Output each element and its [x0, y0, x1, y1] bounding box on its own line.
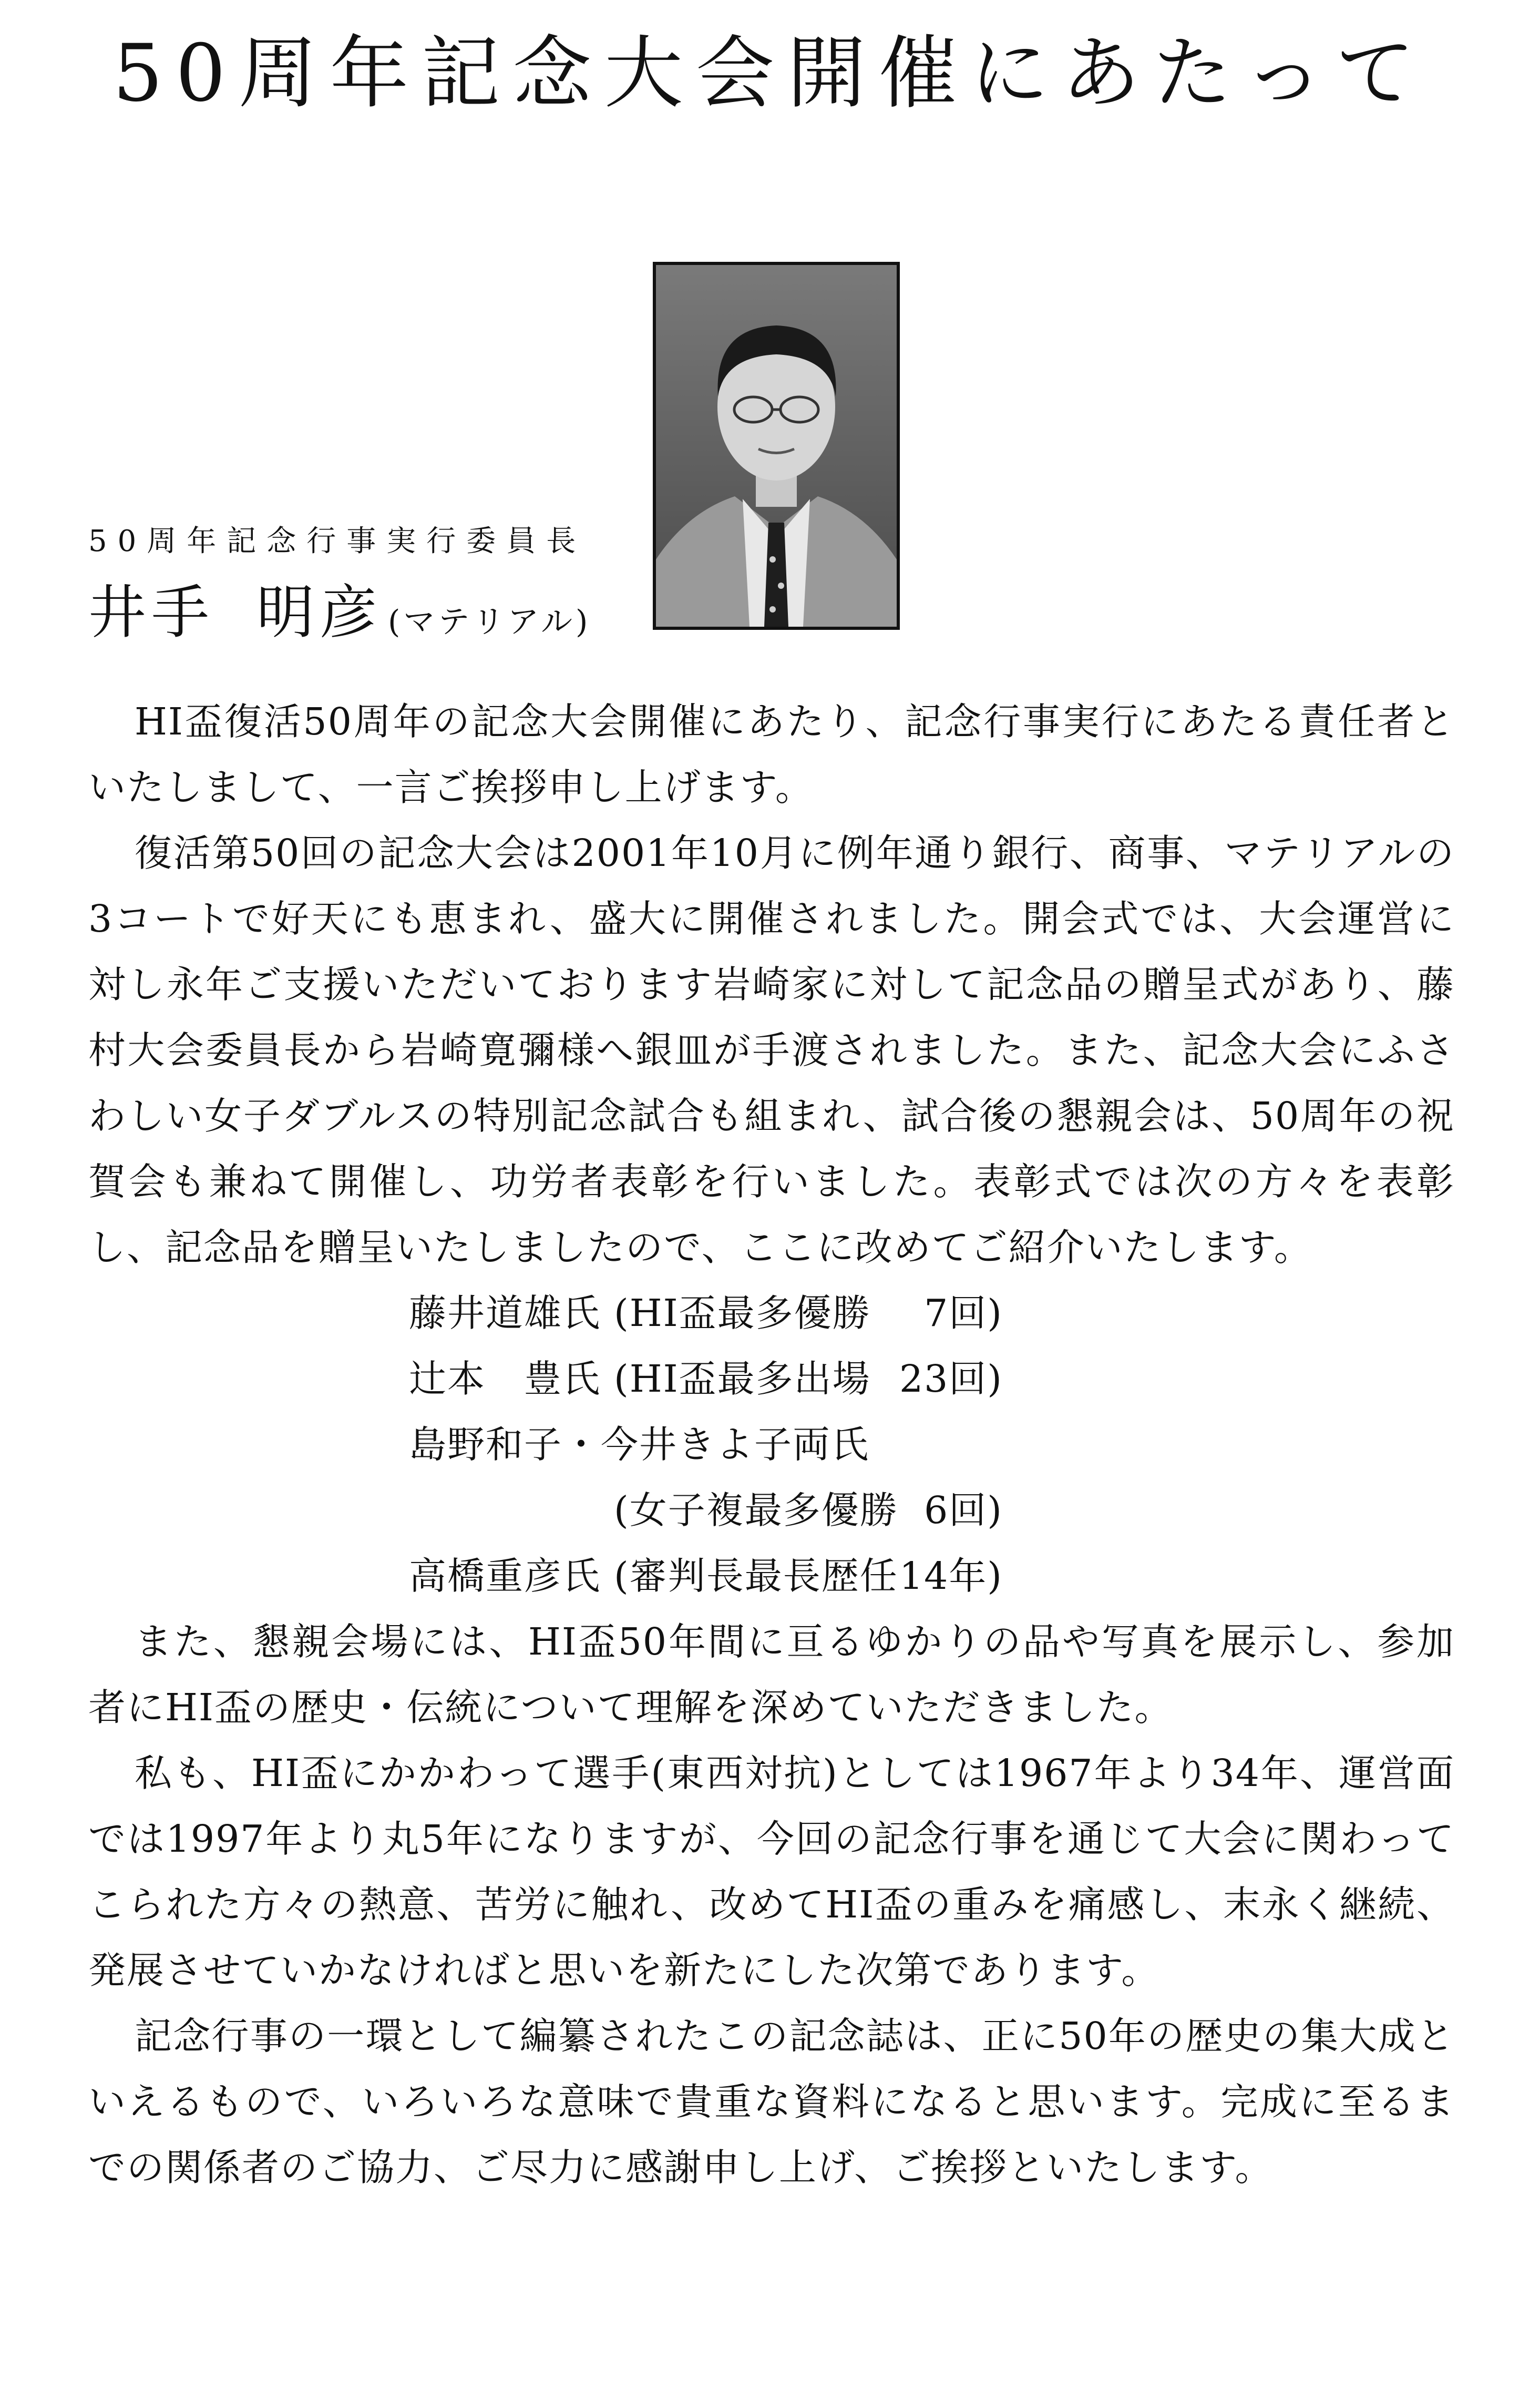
award-detail: (HI盃最多優勝	[614, 1291, 871, 1335]
paragraph: 私も、HI盃にかかわって選手(東西対抗)としては1967年より34年、運営面では1997年より丸5年になりますが、今回の記念行事を通じて大会に関わってこられた方々の熱意、苦労に触れ、改めてHI盃の重みを痛感し、末永く継続、発展させていかなければと思いを新たにした次第であります。	[88, 1751, 1455, 1992]
award-recipient	[88, 1477, 614, 1543]
article-body	[88, 689, 1455, 2200]
award-detail	[614, 1412, 887, 1477]
award-detail: (HI盃最多出場	[614, 1357, 871, 1401]
award-row	[88, 1543, 1455, 1609]
award-count: 7回)	[924, 1291, 1003, 1335]
author-given-name: 明彦	[256, 579, 383, 646]
award-detail: (女子複最多優勝	[614, 1488, 898, 1532]
award-recipient: 辻本 豊氏	[409, 1357, 601, 1401]
award-count: 6回)	[924, 1488, 1003, 1532]
award-count: 23回)	[899, 1357, 1003, 1401]
paragraph: また、懇親会場には、HI盃50年間に亘るゆかりの品や写真を展示し、参加者にHI盃の歴史・伝統について理解を深めていただきました。	[88, 1620, 1455, 1729]
paragraph: 記念行事の一環として編纂されたこの記念誌は、正に50年の歴史の集大成といえるもので、いろいろな意味で貴重な資料になると思います。完成に至るまでの関係者のご協力、ご尽力に感謝申し上げ、ご挨拶といたします。	[88, 2014, 1455, 2189]
author-family-name: 井手	[88, 579, 214, 646]
award-recipient: 藤井道雄氏	[409, 1291, 601, 1335]
award-count: 14年)	[899, 1554, 1003, 1598]
award-list	[88, 1280, 1455, 1609]
paragraph: 復活第50回の記念大会は2001年10月に例年通り銀行、商事、マテリアルの3コートで好天にも恵まれ、盛大に開催されました。開会式では、大会運営に対し永年ご支援いただいております岩崎家に対して記念品の贈呈式があり、藤村大会委員長から岩崎寛彌様へ銀皿が手渡されました。また、記念大会にふさわしい女子ダブルスの特別記念試合も組まれ、試合後の懇親会は、50周年の祝賀会も兼ねて開催し、功労者表彰を行いました。表彰式では次の方々を表彰し、記念品を贈呈いたしましたので、ここに改めてご紹介いたします。	[88, 831, 1455, 1269]
portrait-photo	[653, 262, 900, 630]
award-recipient: 島野和子・今井きよ子両氏	[409, 1423, 870, 1466]
author-role: 50周年記念行事実行委員長	[88, 524, 587, 558]
award-count	[887, 1412, 1003, 1477]
award-row	[88, 1477, 1455, 1543]
paragraph: HI盃復活50周年の記念大会開催にあたり、記念行事実行にあたる責任者といたしまして、一言ご挨拶申し上げます。	[88, 700, 1455, 809]
award-detail: (審判長最長歴任	[614, 1554, 898, 1598]
award-row	[88, 1346, 1455, 1412]
award-recipient: 高橋重彦氏	[409, 1554, 601, 1598]
award-row	[88, 1412, 1455, 1477]
author-name-block	[88, 578, 591, 664]
author-affiliation: (マテリアル)	[388, 604, 591, 640]
award-row	[88, 1280, 1455, 1346]
page-title: 50周年記念大会開催にあたって	[112, 28, 1428, 119]
portrait-photo-icon	[656, 265, 897, 627]
